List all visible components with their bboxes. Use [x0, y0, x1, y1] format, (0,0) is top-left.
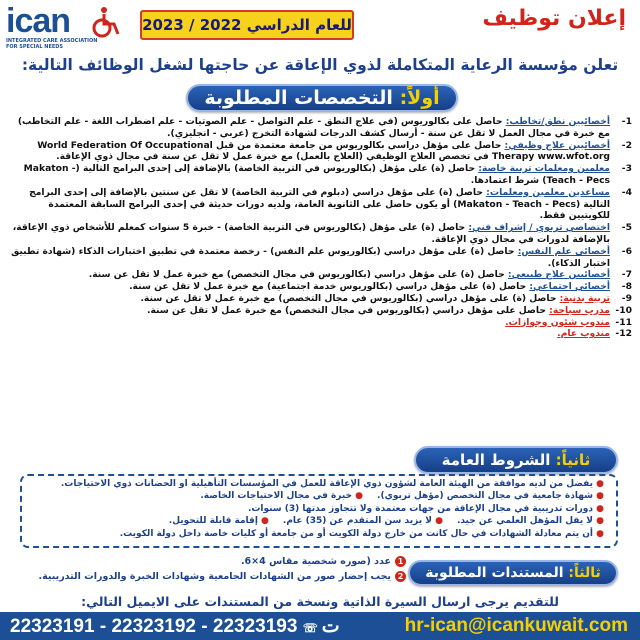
condition-item	[30, 503, 604, 515]
document-number: 1	[395, 556, 406, 567]
header	[0, 0, 640, 54]
item-title: معلمين ومعلمات تربية خاصة:	[478, 163, 610, 175]
section-prefix: ثالثاً:	[568, 565, 601, 581]
condition-item	[200, 490, 363, 502]
list-item	[6, 305, 632, 317]
condition-item	[30, 528, 604, 540]
bullet-icon: ●	[593, 516, 604, 527]
list-item	[6, 281, 632, 293]
list-item	[6, 269, 632, 281]
condition-text: لا يزيد سن المتقدم عن (35) عام.	[282, 516, 432, 527]
item-title: مندوب عام.	[557, 328, 610, 340]
item-number: 2-	[621, 139, 632, 151]
condition-item	[30, 478, 604, 490]
section-prefix: ثانياً:	[555, 451, 591, 469]
item-text: حاصل (ة) على مؤهل دراسي (بكالوريوس علم النفس) - رخصة معتمدة في تطبيق اختبارات الذكاء (شهادة تطبيق اختبار الذكاء).	[11, 245, 610, 269]
general-conditions-box	[20, 474, 618, 548]
item-number: 6-	[621, 245, 632, 257]
list-item	[6, 328, 632, 340]
condition-text: أن يتم معادلة الشهادات في حال كانت من خارج دولة الكويت أو من جامعة أو كليات خاصة داخل دولة الكويت.	[119, 528, 593, 539]
item-text: حاصل على بكالوريوس (في علاج النطق - علم التواصل - علم الصوتيات - علم اضطراب اللغة - علم التخاطب) مع خبرة في مجال العمل لا تقل عن سنة - أرسال كشف الدرجات لشهادة التخرج (عربي - انجليزي).	[17, 116, 610, 139]
bullet-icon: ●	[593, 528, 604, 539]
condition-row	[30, 515, 604, 527]
item-number: 8-	[621, 281, 632, 293]
list-item	[6, 246, 632, 270]
condition-item	[283, 515, 443, 527]
item-number: 12-	[615, 328, 632, 340]
document-number: 2	[395, 571, 406, 582]
item-title: مدرب سباحة:	[549, 304, 610, 316]
item-title: أخصائيين علاج طبيعي:	[507, 269, 610, 281]
item-number: 5-	[621, 222, 632, 234]
item-text: حاصل (ة) على مؤهل (بكالوريوس في التربية الخاصة) - خبرة 5 سنوات كمعلم للأشخاص ذوي الإعاقة، بالإضافة لدورات في مجال ذوي الإعاقة.	[12, 222, 610, 245]
list-item	[6, 187, 632, 222]
item-title: أخصائيين نطق/تخاطب:	[505, 116, 610, 127]
item-text: حاصل (ة) على مؤهل دراسي (بكالوريوس في مجال التخصص) مع خبرة عمل لا تقل عن سنة.	[88, 269, 505, 281]
item-title: اختصاصي تربوي / إشراف فني:	[468, 222, 610, 234]
condition-text: يفضل من لديه موافقة من الهيئة العامة لشؤون ذوي الإعاقة للعمل في المؤسسات التأهيلية او الحضانات ذوي الاحتياجات.	[60, 479, 593, 489]
section-banner-required-documents	[408, 560, 618, 586]
phone-icon: ☏	[302, 621, 318, 635]
item-text: حاصل (ة) على مؤهل دراسي (دبلوم في التربية الخاصة) لا تقل عن سنتين بالإضافة إلى إحدى البرامج التالية (Makaton - Teach - Pecs) أو يكون حاصل على الثانوية العامة، ولديه دورات حديثة في إحدى البرامج السابقة المعتمدة للكويتيين فقط.	[29, 186, 610, 222]
bullet-icon: ●	[593, 479, 604, 489]
item-title: مندوب شئون وجوازات.	[505, 316, 610, 328]
item-number: 10-	[615, 304, 632, 316]
item-number: 7-	[621, 269, 632, 281]
item-text: حاصل على مؤهل دراسي (بكالوريوس في مجال التخصص) مع خبرة عمل لا تقل عن سنة.	[146, 304, 546, 316]
item-text: حاصل (ة) على مؤهل (بكالوريوس في التربية الخاصة) بالإضافة إلى إحدى البرامج التالية (Makaton - Teach - Pecs) شرط اعتمادها.	[23, 163, 610, 186]
condition-text: شهادة جامعية في مجال التخصص (مؤهل تربوي).	[377, 491, 593, 502]
bullet-icon: ●	[257, 516, 269, 527]
logo-subtitle-1: INTEGRATED CARE ASSOCIATION	[6, 38, 98, 44]
jobs-list	[6, 116, 632, 340]
ad-title: إعلان توظيف	[482, 6, 626, 31]
section-prefix: أولاً:	[399, 87, 440, 109]
academic-year-badge: للعام الدراسي 2022 / 2023	[140, 10, 354, 40]
list-item	[6, 293, 632, 305]
condition-item	[457, 515, 604, 527]
announcement: تعلن مؤسسة الرعاية المتكاملة لذوي الإعاقة عن حاجتها لشغل الوظائف التالية:	[21, 56, 619, 74]
contact-phones	[10, 615, 340, 638]
item-title: أخصائيين علاج وظيفي:	[504, 139, 610, 151]
item-text: حاصل (ة) على مؤهل دراسي (بكالوريوس خدمة اجتماعية) مع خبرة عمل لا تقل عن سنة.	[129, 281, 527, 293]
condition-text: دورات تدريبية في مجال الإعاقة من جهات معتمدة ولا تتجاوز مدتها (3) سنوات.	[247, 503, 593, 514]
item-text: حاصل (ة) على مؤهل دراسي (بكالوريوس في مجال التخصص) مع خبرة عمل لا تقل عن سنة.	[140, 292, 557, 304]
item-title: مساعدين معلمين ومعلمات:	[486, 186, 610, 198]
list-item	[6, 140, 632, 164]
contact-email[interactable]: hr-ican@icankuwait.com	[404, 615, 628, 636]
logo-subtitle-2: FOR SPECIAL NEEDS	[6, 44, 64, 50]
section-title: المستندات المطلوبة	[425, 565, 564, 581]
item-title: أخصائي علم النفس:	[517, 245, 610, 257]
bullet-icon: ●	[431, 516, 443, 527]
condition-row	[30, 490, 604, 502]
bullet-icon: ●	[593, 491, 604, 502]
document-item	[20, 554, 406, 569]
apply-instructions: للتقديم يرجى ارسال السيرة الذاتية ونسخة من المستندات على الايميل التالي:	[81, 594, 559, 609]
condition-text: خبرة في مجال الاحتياجات الخاصة.	[200, 491, 353, 502]
section-banner-general-conditions	[414, 446, 618, 474]
phone-numbers[interactable]: 22323193 - 22323192 - 22323191	[10, 616, 298, 637]
section-title: الشروط العامة	[441, 451, 551, 469]
document-text: يجب إحضار صور من الشهادات الجامعية وشهادات الخبرة والدورات التدريبية.	[38, 571, 391, 582]
logo-word: ican	[6, 2, 71, 40]
document-item	[20, 569, 406, 584]
section-banner-specializations	[186, 84, 458, 112]
condition-text: لا يقل المؤهل العلمي عن جيد.	[456, 516, 593, 527]
condition-item	[169, 515, 269, 527]
list-item	[6, 222, 632, 246]
list-item	[6, 163, 632, 187]
bullet-icon: ●	[352, 491, 364, 502]
item-number: 9-	[621, 292, 632, 304]
required-documents-list	[20, 554, 406, 584]
bullet-icon: ●	[593, 503, 604, 514]
item-title: تربية بدنية:	[559, 292, 610, 304]
condition-text: إقامة قابلة للتحويل.	[168, 516, 258, 527]
condition-item	[377, 490, 604, 502]
item-number: 3-	[621, 163, 632, 175]
item-text: حاصل على مؤهل دراسي بكالوريوس من جامعة معتمدة من قبل World Federation Of Occupational Therapy www.wfot.org في تخصص العلاج الوظيفي (العلاج بالعمل) مع خبرة عمل لا تقل عن سنة في مجال ذوي الإعاقة.	[37, 139, 610, 163]
phone-prefix: ت	[321, 616, 340, 637]
item-number: 4-	[621, 186, 632, 198]
item-title: أخصائي اجتماعي:	[529, 281, 610, 293]
section-title: التخصصات المطلوبة	[204, 87, 393, 109]
item-number: 1-	[621, 116, 632, 127]
list-item	[6, 317, 632, 329]
item-number: 11-	[615, 316, 632, 328]
ican-logo	[6, 4, 124, 50]
document-text: عدد (صوره شخصية مقاس 4×6.	[240, 556, 391, 567]
wheelchair-icon	[90, 6, 122, 38]
list-item	[6, 116, 632, 140]
